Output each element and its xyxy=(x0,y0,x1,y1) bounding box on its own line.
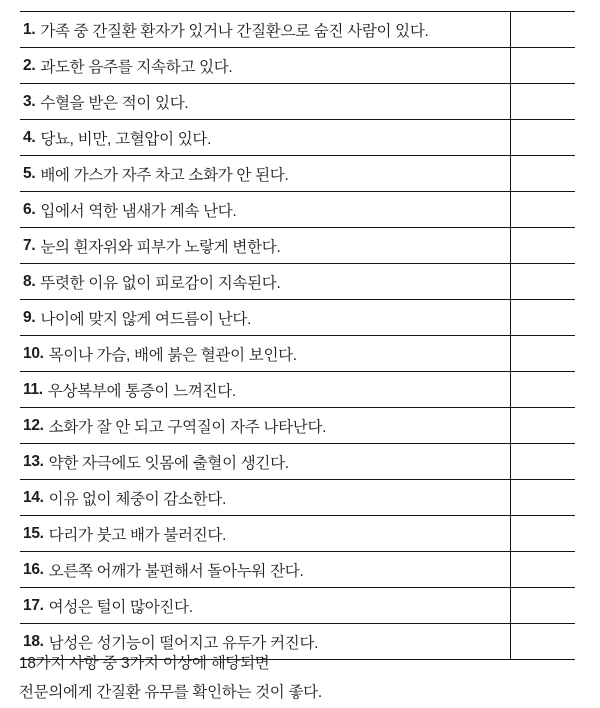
answer-cell[interactable] xyxy=(510,84,575,119)
item-text: 배에 가스가 자주 차고 소화가 안 된다. xyxy=(40,166,289,184)
answer-cell[interactable] xyxy=(510,624,575,659)
footnote-line-2: 전문의에게 간질환 유무를 확인하는 것이 좋다. xyxy=(19,684,322,701)
checklist-row xyxy=(20,156,575,192)
answer-cell[interactable] xyxy=(510,516,575,551)
answer-cell[interactable] xyxy=(510,444,575,479)
checklist-row xyxy=(20,12,575,48)
item-text: 남성은 성기능이 떨어지고 유두가 커진다. xyxy=(48,634,319,652)
item-text: 눈의 흰자위와 피부가 노랗게 변한다. xyxy=(40,238,281,256)
item-number: 9. xyxy=(23,308,36,326)
item-text: 뚜렷한 이유 없이 피로감이 지속된다. xyxy=(40,274,281,292)
item-number: 8. xyxy=(23,272,36,290)
item-number: 5. xyxy=(23,164,36,182)
item-number: 7. xyxy=(23,236,36,254)
item-number: 2. xyxy=(23,56,36,74)
item-number: 10. xyxy=(23,344,44,362)
item-text: 다리가 붓고 배가 불러진다. xyxy=(48,526,227,544)
question-cell xyxy=(20,48,510,83)
question-cell xyxy=(20,552,510,587)
checklist-row xyxy=(20,444,575,480)
checklist-row xyxy=(20,192,575,228)
answer-cell[interactable] xyxy=(510,192,575,227)
item-text: 우상복부에 통증이 느껴진다. xyxy=(47,382,236,400)
checklist-row xyxy=(20,336,575,372)
checklist-row xyxy=(20,264,575,300)
checklist-row xyxy=(20,300,575,336)
checklist-row xyxy=(20,552,575,588)
item-number: 1. xyxy=(23,20,36,38)
question-cell xyxy=(20,12,510,47)
item-number: 16. xyxy=(23,560,44,578)
question-cell xyxy=(20,336,510,371)
question-cell xyxy=(20,408,510,443)
checklist-row xyxy=(20,84,575,120)
answer-cell[interactable] xyxy=(510,12,575,47)
question-cell xyxy=(20,480,510,515)
item-text: 입에서 역한 냄새가 계속 난다. xyxy=(40,202,237,220)
question-cell xyxy=(20,444,510,479)
checklist-row xyxy=(20,372,575,408)
answer-cell[interactable] xyxy=(510,264,575,299)
checklist-row xyxy=(20,408,575,444)
answer-cell[interactable] xyxy=(510,156,575,191)
item-number: 15. xyxy=(23,524,44,542)
item-number: 13. xyxy=(23,452,44,470)
item-number: 3. xyxy=(23,92,36,110)
question-cell xyxy=(20,120,510,155)
item-number: 17. xyxy=(23,596,44,614)
checklist-table xyxy=(20,11,575,660)
item-text: 수혈을 받은 적이 있다. xyxy=(40,94,189,112)
answer-cell[interactable] xyxy=(510,336,575,371)
question-cell xyxy=(20,264,510,299)
answer-cell[interactable] xyxy=(510,228,575,263)
question-cell xyxy=(20,300,510,335)
answer-cell[interactable] xyxy=(510,480,575,515)
question-cell xyxy=(20,192,510,227)
item-text: 약한 자극에도 잇몸에 출혈이 생긴다. xyxy=(48,454,289,472)
answer-cell[interactable] xyxy=(510,120,575,155)
answer-cell[interactable] xyxy=(510,588,575,623)
checklist-row xyxy=(20,48,575,84)
checklist-row xyxy=(20,516,575,552)
item-text: 이유 없이 체중이 감소한다. xyxy=(48,490,227,508)
answer-cell[interactable] xyxy=(510,372,575,407)
question-cell xyxy=(20,84,510,119)
item-text: 소화가 잘 안 되고 구역질이 자주 나타난다. xyxy=(48,418,327,436)
checklist-row xyxy=(20,120,575,156)
item-text: 당뇨, 비만, 고혈압이 있다. xyxy=(40,130,212,148)
checklist-row xyxy=(20,588,575,624)
checklist-row xyxy=(20,480,575,516)
item-number: 4. xyxy=(23,128,36,146)
question-cell xyxy=(20,588,510,623)
item-number: 18. xyxy=(23,632,44,650)
answer-cell[interactable] xyxy=(510,408,575,443)
item-text: 가족 중 간질환 환자가 있거나 간질환으로 숨진 사람이 있다. xyxy=(40,22,429,40)
question-cell xyxy=(20,372,510,407)
item-text: 과도한 음주를 지속하고 있다. xyxy=(40,58,233,76)
item-number: 11. xyxy=(23,380,43,398)
question-cell xyxy=(20,228,510,263)
item-number: 14. xyxy=(23,488,44,506)
answer-cell[interactable] xyxy=(510,300,575,335)
answer-cell[interactable] xyxy=(510,552,575,587)
item-text: 오른쪽 어깨가 불편해서 돌아누워 잔다. xyxy=(48,562,304,580)
item-text: 여성은 털이 많아진다. xyxy=(48,598,193,616)
answer-cell[interactable] xyxy=(510,48,575,83)
footnote-line-1: 18가지 사항 중 3가지 이상에 해당되면 xyxy=(19,655,270,672)
question-cell xyxy=(20,516,510,551)
item-text: 목이나 가슴, 배에 붉은 혈관이 보인다. xyxy=(48,346,297,364)
footnote xyxy=(19,649,322,707)
question-cell xyxy=(20,156,510,191)
item-number: 12. xyxy=(23,416,44,434)
item-number: 6. xyxy=(23,200,36,218)
item-text: 나이에 맞지 않게 여드름이 난다. xyxy=(40,310,252,328)
checklist-row xyxy=(20,228,575,264)
